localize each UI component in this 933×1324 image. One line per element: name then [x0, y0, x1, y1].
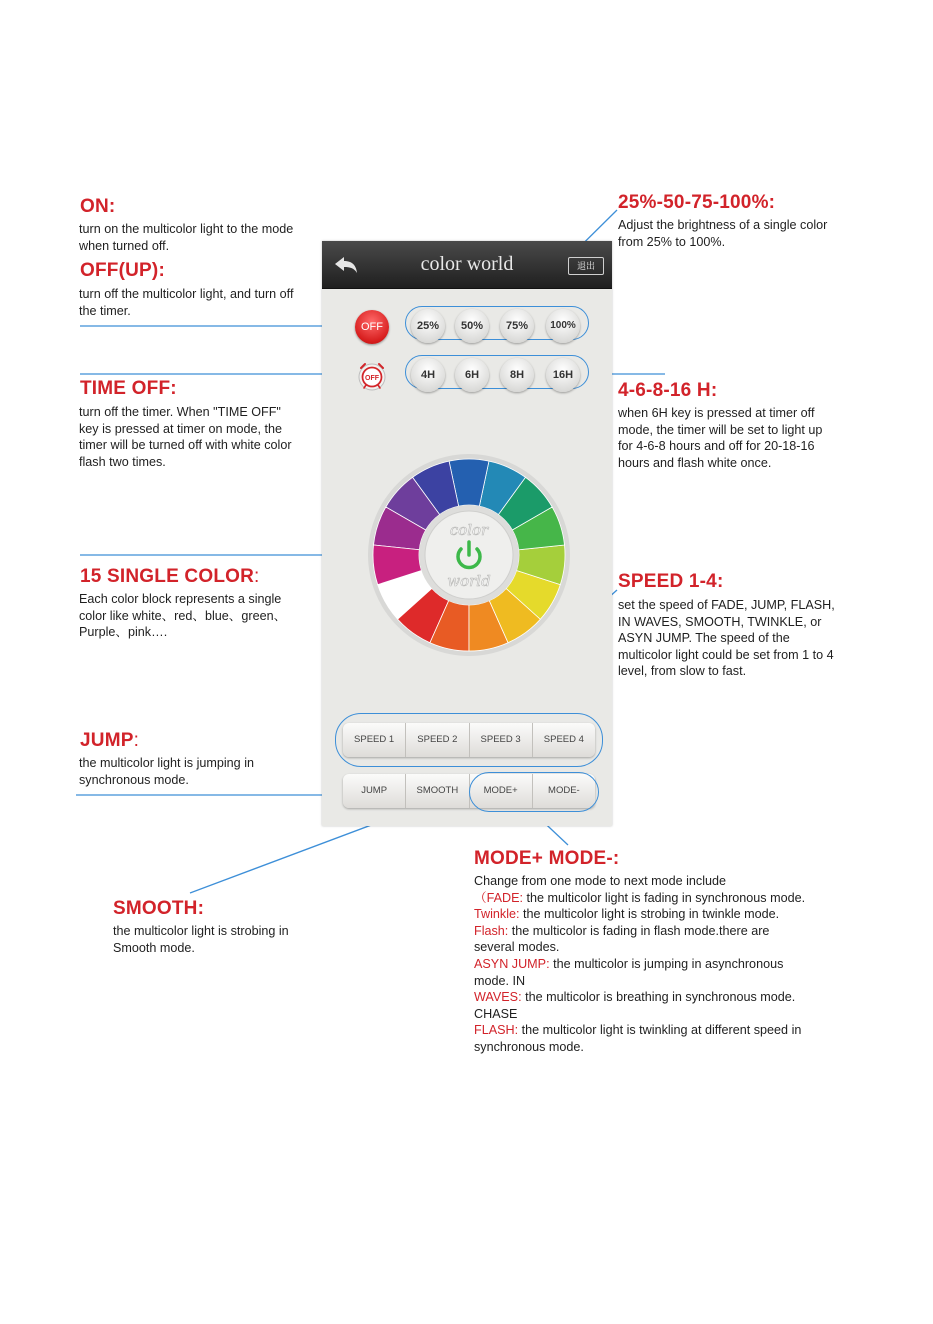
mode-plus-button[interactable]: MODE+ [470, 774, 533, 808]
smooth-button[interactable]: SMOOTH [406, 774, 469, 808]
mode-key: Flash: [474, 923, 509, 938]
mode-line-last: synchronous mode. [474, 1039, 584, 1054]
speed-text-line: IN WAVES, SMOOTH, TWINKLE, or [618, 614, 822, 629]
mode-line-flash2 [474, 1022, 805, 1039]
time-off-text-line: flash two times. [79, 454, 166, 469]
mode-line-waves [474, 989, 805, 1006]
brightness-25-button[interactable]: 25% [411, 309, 445, 343]
mode-line-asyn [474, 956, 805, 973]
jump-title-text: JUMP [80, 730, 134, 751]
smooth-text [113, 923, 289, 956]
mode-desc: the multicolor light is strobing in twinkle mode. [519, 907, 780, 922]
time-off-text-line: timer will be turned off with white color [79, 438, 292, 453]
brightness-text [618, 217, 827, 250]
hours-4h-button[interactable]: 4H [411, 358, 445, 392]
hours-6h-button[interactable]: 6H [455, 358, 489, 392]
off-up-text-line: the timer. [79, 303, 131, 318]
mode-desc: the multicolor light is twinkling at different speed in [518, 1023, 802, 1038]
speed-text-line: ASYN JUMP. The speed of the [618, 631, 790, 646]
off-up-text-line: turn off the multicolor light, and turn off [79, 287, 294, 301]
hours-text-line: when 6H key is pressed at timer off [618, 406, 815, 420]
smooth-title: SMOOTH: [113, 898, 205, 919]
mode-minus-button[interactable]: MODE- [533, 774, 595, 808]
app-title: color world [420, 253, 514, 275]
mode-highlight [469, 772, 599, 812]
mode-line-fade [474, 890, 805, 907]
mode-intro: Change from one mode to next mode include [474, 874, 727, 888]
speed-3-button[interactable]: SPEED 3 [470, 723, 533, 757]
mode-desc: the multicolor light is fading in synchronous mode. [523, 890, 806, 905]
mode-key: WAVES: [474, 990, 522, 1005]
off-up-title: OFF(UP): [80, 260, 165, 281]
hours-16h-button[interactable]: 16H [546, 358, 580, 392]
single-color-title-text: 15 SINGLE COLOR [80, 566, 255, 587]
hours-text-line: hours and flash white once. [618, 455, 772, 470]
mode-line-flash [474, 923, 805, 940]
single-color-title [80, 566, 260, 588]
speed-text-line: set the speed of FADE, JUMP, FLASH, [618, 598, 835, 612]
hours-text-line: for 4-6-8 hours and off for 20-18-16 [618, 439, 815, 454]
brightness-title: 25%-50-75-100%: [618, 192, 776, 213]
mode-key: FLASH: [474, 1023, 519, 1038]
brightness-50-button[interactable]: 50% [455, 309, 489, 343]
speed-2-button[interactable]: SPEED 2 [406, 723, 469, 757]
jump-title [80, 730, 139, 752]
color-wheel[interactable] [367, 453, 571, 657]
mode-key: ASYN JUMP: [474, 956, 550, 971]
jump-text-line: the multicolor light is jumping in [79, 756, 254, 770]
hours-title: 4-6-8-16 H: [618, 380, 718, 401]
on-text [79, 221, 293, 254]
smooth-text-line: Smooth mode. [113, 940, 195, 955]
app-title-bar [322, 241, 612, 289]
mode-desc: the multicolor is jumping in asynchronous [549, 956, 784, 971]
speed-text [618, 597, 835, 680]
mode-key: Twinkle: [474, 907, 520, 922]
mode-desc: the multicolor is fading in flash mode.there are [508, 923, 770, 938]
mode-text [474, 873, 805, 1056]
jump-text-line: synchronous mode. [79, 772, 189, 787]
off-up-text [79, 286, 293, 319]
brightness-text-line: from 25% to 100%. [618, 234, 726, 249]
speed-text-line: multicolor light could be set from 1 to 4 [618, 647, 834, 662]
mode-line-twinkle [474, 906, 805, 923]
alarm-clock-icon[interactable] [356, 360, 388, 392]
hours-8h-button[interactable]: 8H [500, 358, 534, 392]
jump-text [79, 755, 254, 788]
time-off-text-line: turn off the timer. When "TIME OFF" [79, 405, 281, 419]
single-color-text-line: Purple、pink…. [79, 625, 168, 640]
exit-button[interactable]: 退出 [568, 257, 604, 275]
speed-4-button[interactable]: SPEED 4 [533, 723, 595, 757]
speed-1-button[interactable]: SPEED 1 [343, 723, 406, 757]
speed-text-line: level, from slow to fast. [618, 664, 747, 679]
single-color-title-suffix: : [254, 566, 260, 587]
brightness-75-button[interactable]: 75% [500, 309, 534, 343]
single-color-text-line: color like white、red、blue、green、 [79, 608, 287, 623]
mode-line-chase: CHASE [474, 1006, 518, 1021]
jump-button[interactable]: JUMP [343, 774, 406, 808]
smooth-text-line: the multicolor light is strobing in [113, 924, 289, 938]
single-color-text-line: Each color block represents a single [79, 592, 282, 606]
on-text-line: turn on the multicolor light to the mode [79, 222, 294, 236]
wheel-center-top-text: color [449, 521, 489, 539]
mode-key: （FADE: [474, 890, 523, 905]
on-text-line: when turned off. [79, 238, 170, 253]
app-screen [322, 241, 612, 826]
hours-text [618, 405, 822, 471]
speed-button-group [343, 723, 595, 757]
speed-title: SPEED 1-4: [618, 571, 724, 592]
mode-line-in: mode. IN [474, 973, 526, 988]
single-color-text [79, 591, 286, 641]
time-off-text-line: key is pressed at timer on mode, the [79, 421, 282, 436]
mode-line-several: several modes. [474, 940, 560, 955]
time-off-text [79, 404, 292, 470]
mode-title: MODE+ MODE-: [474, 848, 620, 869]
jump-title-suffix: : [133, 730, 140, 751]
time-off-title: TIME OFF: [80, 378, 177, 399]
hours-text-line: mode, the timer will be set to light up [618, 422, 823, 437]
wheel-center-bottom-text: world [447, 572, 491, 590]
brightness-text-line: Adjust the brightness of a single color [618, 218, 828, 232]
on-title: ON: [80, 196, 116, 217]
timer-off-label: OFF [365, 375, 379, 382]
mode-desc: the multicolor is breathing in synchronous mode. [521, 990, 796, 1005]
brightness-100-button[interactable]: 100% [546, 309, 580, 343]
off-button[interactable]: OFF [355, 310, 389, 344]
